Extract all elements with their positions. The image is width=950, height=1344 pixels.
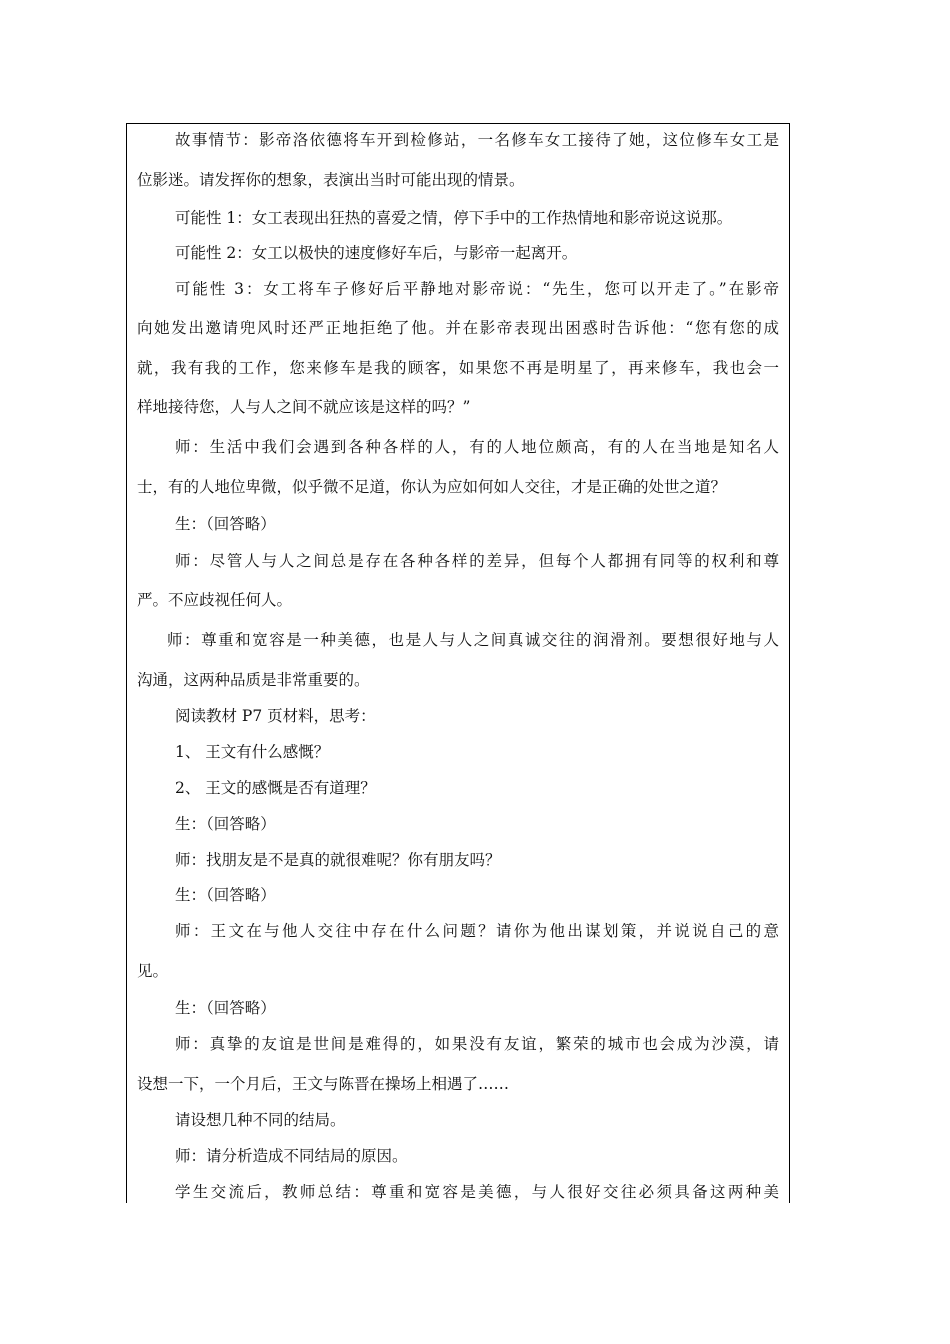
paragraph-reading-task: 阅读教材 P7 页材料，思考：	[175, 707, 376, 725]
paragraph-possibility-3-cont: 向她发出邀请兜风时还严正地拒绝了他。并在影帝表现出困惑时告诉他：“您有您的成	[137, 319, 779, 337]
paragraph-summary: 学生交流后，教师总结：尊重和宽容是美德，与人很好交往必须具备这两种美	[175, 1183, 779, 1201]
paragraph-student-answer: 生：（回答略）	[175, 999, 276, 1017]
document-table-cell	[126, 123, 790, 1203]
paragraph-teacher-friends: 师：找朋友是不是真的就很难呢？你有朋友吗？	[175, 851, 501, 869]
paragraph-student-answer: 生：（回答略）	[175, 886, 276, 904]
paragraph-possibility-3: 可能性 3：女工将车子修好后平静地对影帝说：“先生，您可以开走了。”在影帝	[175, 280, 779, 298]
paragraph-possibility-3-cont: 就，我有我的工作，您来修车是我的顾客，如果您不再是明星了，再来修车，我也会一	[137, 359, 779, 377]
paragraph-teacher-virtue: 师：尊重和宽容是一种美德，也是人与人之间真诚交往的润滑剂。要想很好地与人	[167, 631, 779, 649]
paragraph-teacher-remark-cont: 严。不应歧视任何人。	[137, 591, 293, 609]
paragraph-endings-task: 请设想几种不同的结局。	[175, 1111, 346, 1129]
paragraph-teacher-virtue-cont: 沟通，这两种品质是非常重要的。	[137, 671, 370, 689]
paragraph-teacher-question-cont: 士，有的人地位卑微，似乎微不足道，你认为应如何如人交往，才是正确的处世之道？	[137, 478, 727, 496]
paragraph-teacher-friendship: 师：真挚的友谊是世间是难得的，如果没有友谊，繁荣的城市也会成为沙漠，请	[175, 1035, 779, 1053]
list-item-question-2: 2、 王文的感慨是否有道理？	[175, 779, 376, 797]
paragraph-teacher-problem-cont: 见。	[137, 962, 169, 980]
paragraph-student-answer: 生：（回答略）	[175, 815, 276, 833]
paragraph-student-answer: 生：（回答略）	[175, 515, 276, 533]
paragraph-possibility-2: 可能性 2：女工以极快的速度修好车后，与影帝一起离开。	[175, 244, 578, 262]
paragraph-teacher-remark: 师：尽管人与人之间总是存在各种各样的差异，但每个人都拥有同等的权利和尊	[175, 552, 779, 570]
paragraph-possibility-1: 可能性 1：女工表现出狂热的喜爱之情，停下手中的工作热情地和影帝说这说那。	[175, 209, 733, 227]
list-item-question-1: 1、 王文有什么感慨？	[175, 743, 330, 761]
paragraph-possibility-3-end: 样地接待您，人与人之间不就应该是这样的吗？”	[137, 398, 471, 416]
paragraph-teacher-analysis: 师：请分析造成不同结局的原因。	[175, 1147, 408, 1165]
paragraph-teacher-friendship-cont: 设想一下，一个月后，王文与陈晋在操场上相遇了……	[137, 1075, 510, 1093]
paragraph-story-cont: 位影迷。请发挥你的想象，表演出当时可能出现的情景。	[137, 171, 525, 189]
paragraph-teacher-question: 师：生活中我们会遇到各种各样的人，有的人地位颇高，有的人在当地是知名人	[175, 438, 779, 456]
paragraph-story: 故事情节：影帝洛依德将车开到检修站，一名修车女工接待了她，这位修车女工是	[175, 131, 779, 149]
paragraph-teacher-problem: 师：王文在与他人交往中存在什么问题？请你为他出谋划策，并说说自己的意	[175, 922, 779, 940]
